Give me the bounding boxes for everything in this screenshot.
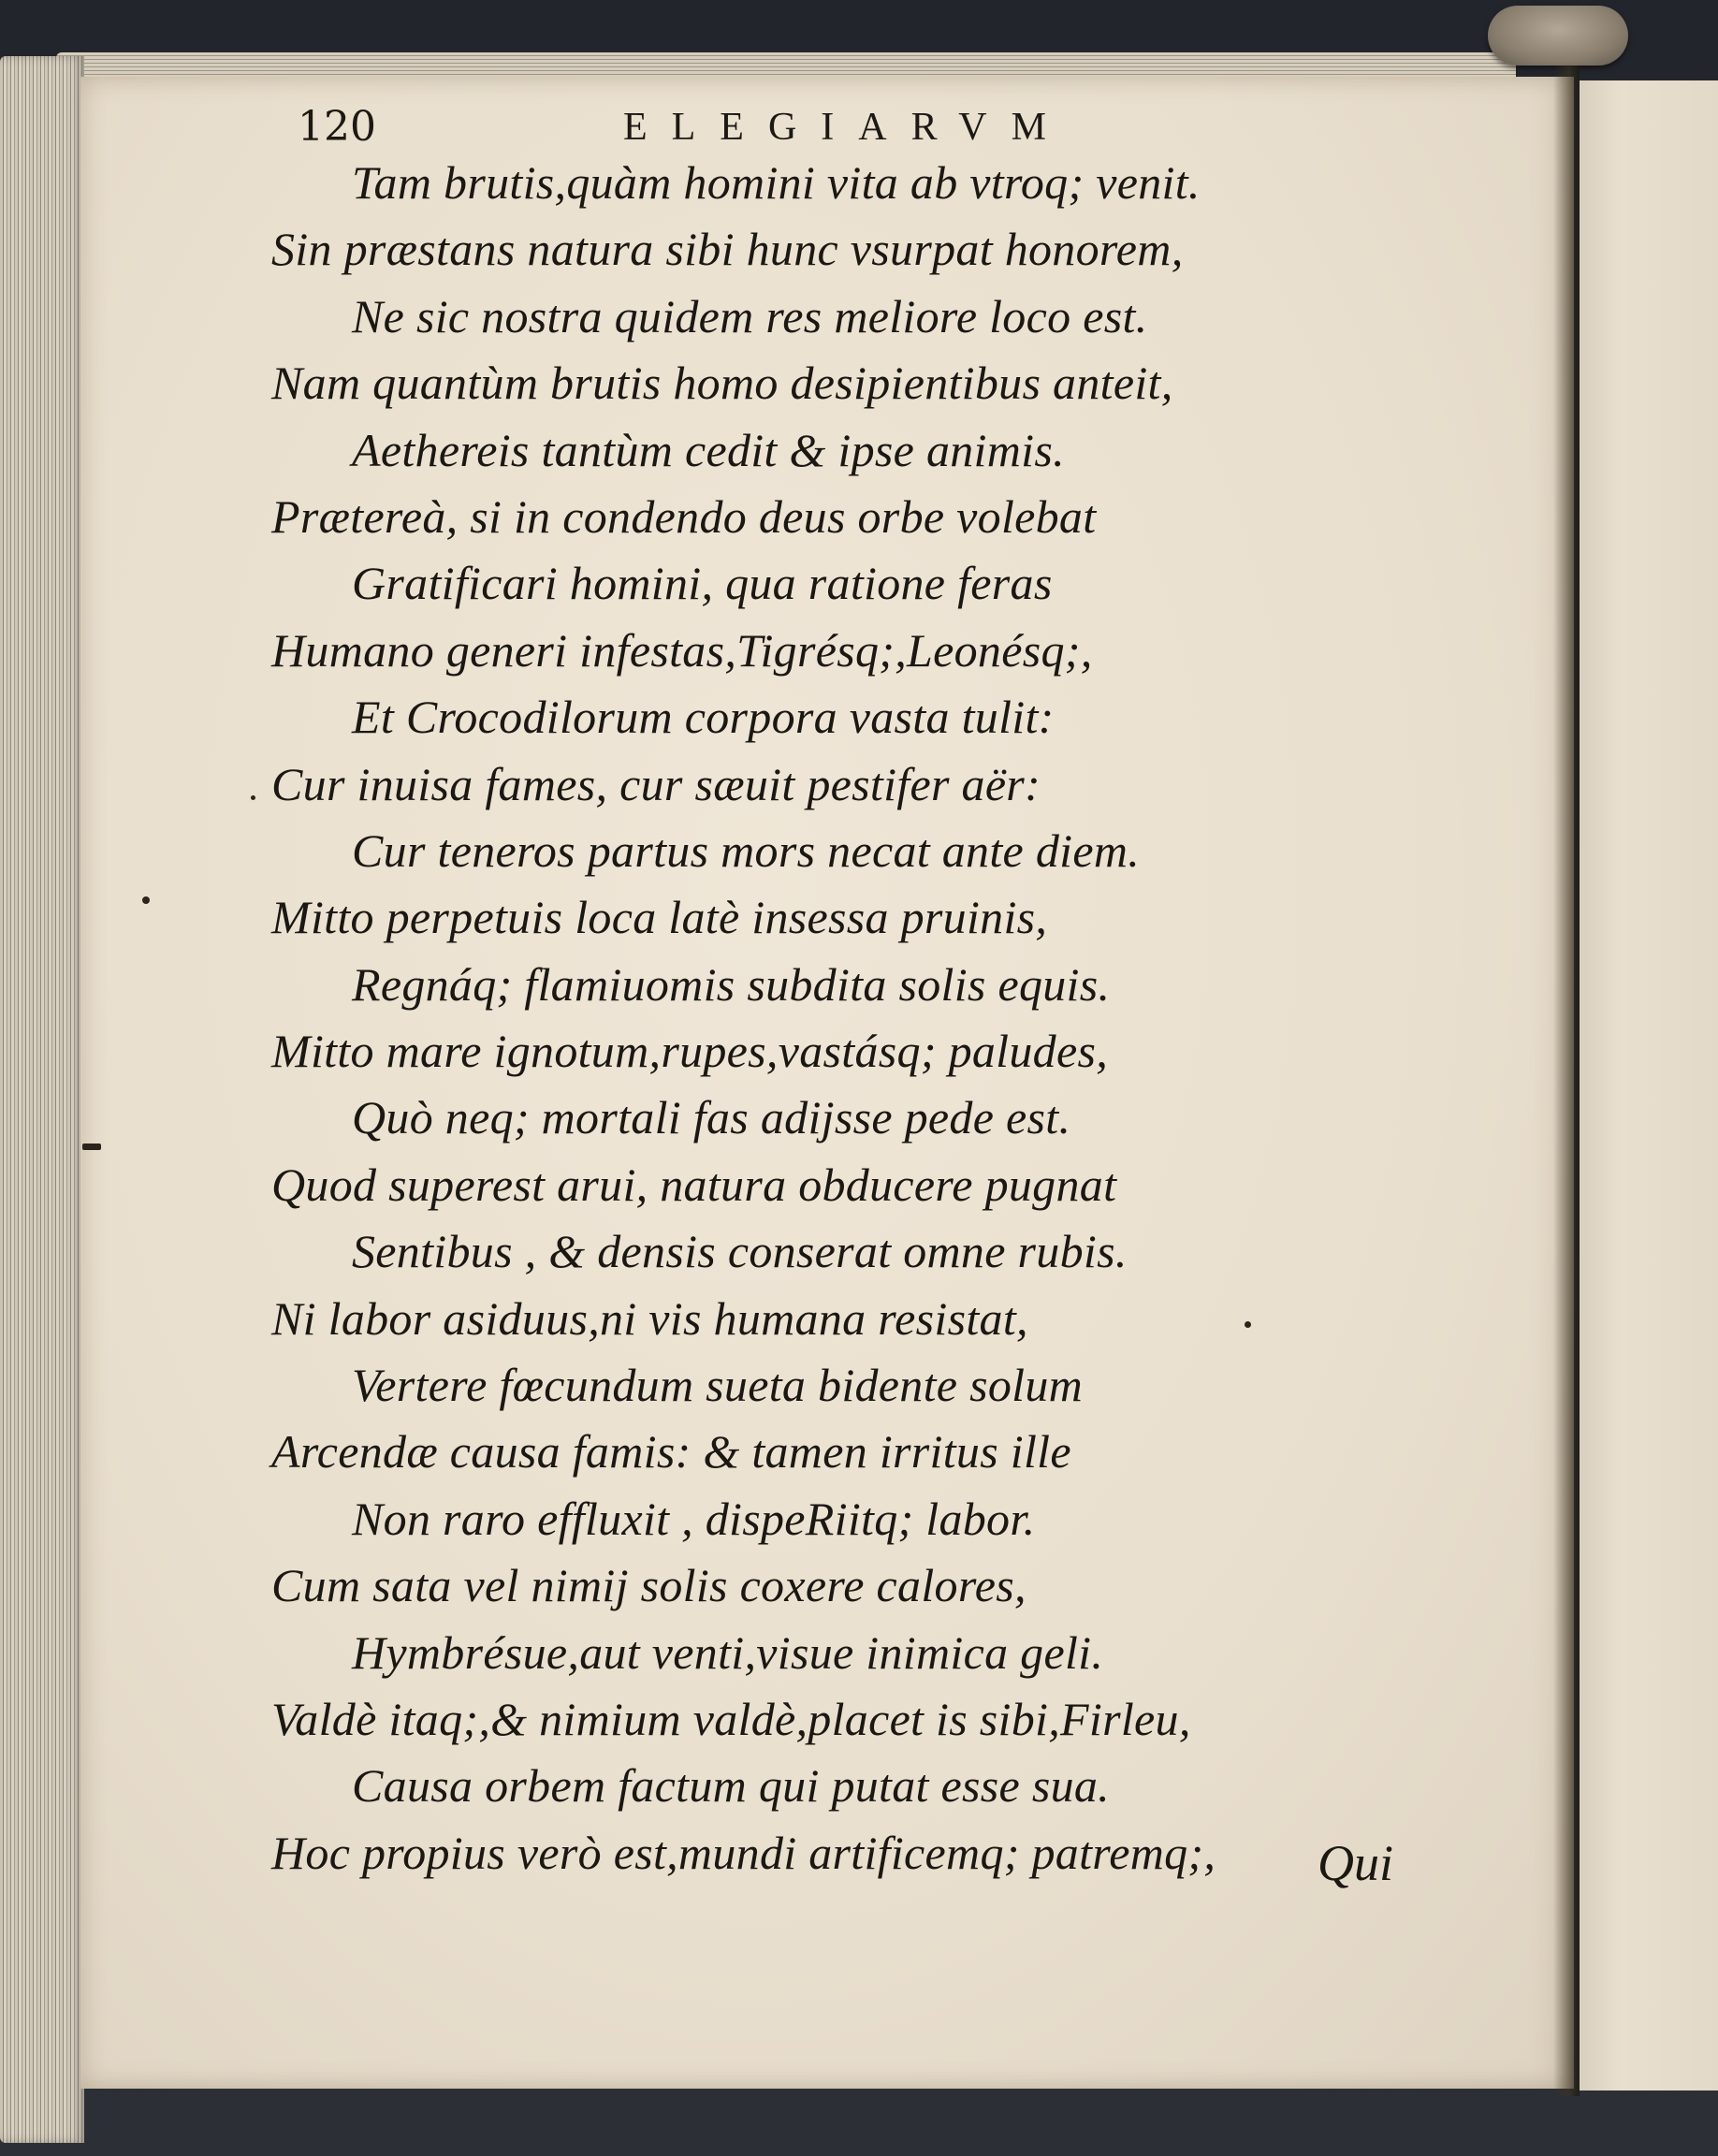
verse-line: Et Crocodilorum corpora vasta tulit: <box>352 691 1055 744</box>
verse-line: Hoc propius verò est,mundi artificemq; patremq;, <box>271 1826 1216 1879</box>
verse-line: Mitto perpetuis loca latè insessa pruinis, <box>271 891 1048 944</box>
ink-speck <box>142 896 150 904</box>
verse-line: Tam brutis,quàm homini vita ab vtroq; venit. <box>352 156 1201 209</box>
catchword: Qui <box>1318 1835 1393 1891</box>
verse-line: Aethereis tantùm cedit & ipse animis. <box>352 423 1065 476</box>
verse-line: Mitto mare ignotum,rupes,vastásq; paludes, <box>271 1025 1109 1078</box>
page-number: 120 <box>298 103 376 151</box>
verse-line: Arcendæ causa famis: & tamen irritus ille <box>271 1425 1071 1479</box>
verse-line: Cur inuisa fames, cur sæuit pestifer aër: <box>271 757 1041 810</box>
verse-line: Vertere fœcundum sueta bidente solum <box>352 1359 1084 1412</box>
verse-line: Causa orbem factum qui putat esse sua. <box>352 1759 1110 1813</box>
running-head-title: ELEGIARVM <box>623 106 1070 149</box>
verse-line: Ne sic nostra quidem res meliore loco est. <box>352 289 1148 342</box>
gutter-shadow <box>1553 66 1580 2096</box>
verse-line: Quod superest arui, natura obducere pugnat <box>271 1158 1117 1211</box>
verse-line: Gratificari homini, qua ratione feras <box>352 557 1053 610</box>
verse-list <box>271 150 1441 1886</box>
ink-speck <box>251 795 255 800</box>
verse-line: Valdè itaq;,& nimium valdè,placet is sibi,Firleu, <box>271 1692 1191 1745</box>
facing-page <box>1580 80 1718 2090</box>
verse-line: Cum sata vel nimij solis coxere calores, <box>271 1559 1026 1612</box>
verse-line: Ni labor asiduus,ni vis humana resistat, <box>271 1291 1028 1345</box>
verse-line: Prætereà, si in condendo deus orbe volebat <box>271 489 1097 543</box>
ink-speck <box>82 1144 101 1150</box>
page-stack-left-edge <box>0 56 84 2143</box>
ink-speck <box>1245 1321 1251 1328</box>
book-clasp <box>1488 6 1628 66</box>
verse-line: Sin præstans natura sibi hunc vsurpat honorem, <box>271 223 1184 276</box>
verse-line: Hymbrésue,aut venti,visue inimica geli. <box>352 1625 1104 1679</box>
verse-line: Sentibus , & densis conserat omne rubis. <box>352 1225 1128 1278</box>
verse-line: Non raro effluxit , dispeRiitq; labor. <box>352 1492 1036 1545</box>
verse-line: Cur teneros partus mors necat ante diem. <box>352 823 1141 877</box>
verse-line: Quò neq; mortali fas adijsse pede est. <box>352 1091 1071 1144</box>
verse-line: Regnáq; flamiuomis subdita solis equis. <box>352 957 1111 1011</box>
verse-line: Humano generi infestas,Tigrésq;,Leonésq;, <box>271 623 1093 677</box>
verse-line: Nam quantùm brutis homo desipientibus anteit, <box>271 357 1173 410</box>
